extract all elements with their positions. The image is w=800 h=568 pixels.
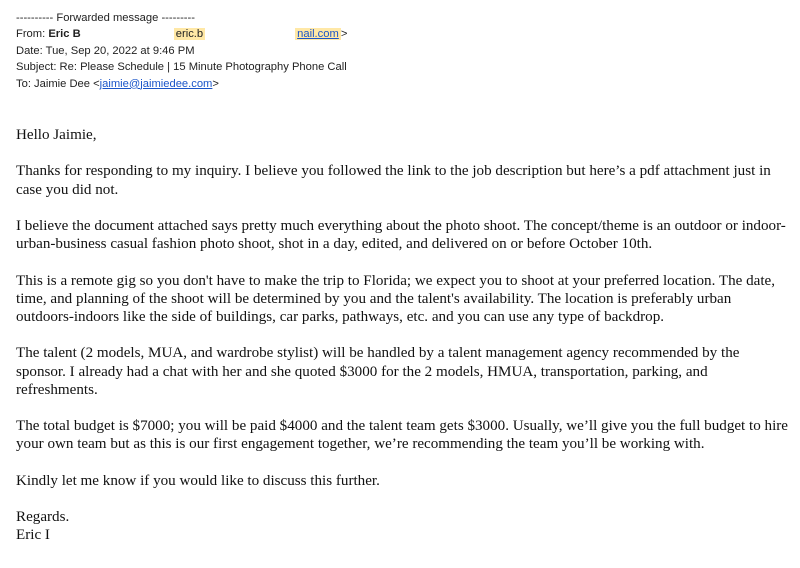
sender-name: Eric B [48, 28, 81, 41]
paragraph-budget: The total budget is $7000; you will be paid $4000 and the talent team gets $3000. Usually, we’ll give you the full budget to hire your own team but as this is our first engagement together, we’re recommending the team you’ll be working with. [16, 418, 789, 453]
recipient-email-link[interactable]: jaimie@jaimiedee.com [99, 77, 213, 90]
subject-label: Subject: [16, 61, 57, 74]
sender-email-start: eric.b [175, 28, 204, 41]
sign-off: Regards. [16, 509, 70, 526]
email-body [16, 126, 788, 545]
date-label: Date: [16, 44, 43, 57]
paragraph-remote-gig: This is a remote gig so you don't have to make the trip to Florida; we expect you to shoot at your preferred location. The date, time, and planning of the shoot will be determined by you and the talent's availability. The location is preferably urban outdoors-indoors like the side of buildings, car parks, pathways, etc. and you can use any type of backdrop. [16, 272, 776, 325]
redacted-area [205, 28, 295, 40]
recipient-name: Jaimie Dee [34, 77, 91, 90]
paragraph-inquiry: Thanks for responding to my inquiry. I believe you followed the link to the job description but here’s a pdf attachment just in case you did not. [16, 163, 771, 198]
sender-email-end[interactable]: nail.com [297, 28, 339, 41]
to-label: To: [16, 77, 31, 90]
subject-line [16, 59, 347, 75]
forwarded-header [16, 10, 347, 92]
paragraph-document: I believe the document attached says pretty much everything about the photo shoot. The concept/theme is an outdoor or indoor-urban-business casual fashion photo shoot, shot in a day, edited, and delivered on or before October 10th. [16, 217, 786, 253]
paragraph-talent: The talent (2 models, MUA, and wardrobe stylist) will be handled by a talent management agency recommended by the sponsor. I already had a chat with her and she quoted $3000 for the 2 models, HMUA, transportation, parking, and refreshments. [16, 345, 740, 398]
paragraph-closing-request: Kindly let me know if you would like to discuss this further. [16, 472, 380, 489]
subject-value: Re: Please Schedule | 15 Minute Photography Phone Call [59, 61, 347, 74]
redacted-area [84, 28, 174, 40]
signature: Eric I [16, 527, 50, 544]
forwarded-banner: ---------- Forwarded message --------- [16, 12, 195, 24]
date-line [16, 43, 347, 59]
from-label: From: [16, 28, 46, 41]
greeting: Hello Jaimie, [16, 127, 97, 143]
from-line: From: Eric B eric.b nail.com > [16, 28, 348, 41]
to-line: To: Jaimie Dee <jaimie@jaimiedee.com> [16, 77, 219, 90]
date-value: Tue, Sep 20, 2022 at 9:46 PM [45, 44, 195, 57]
